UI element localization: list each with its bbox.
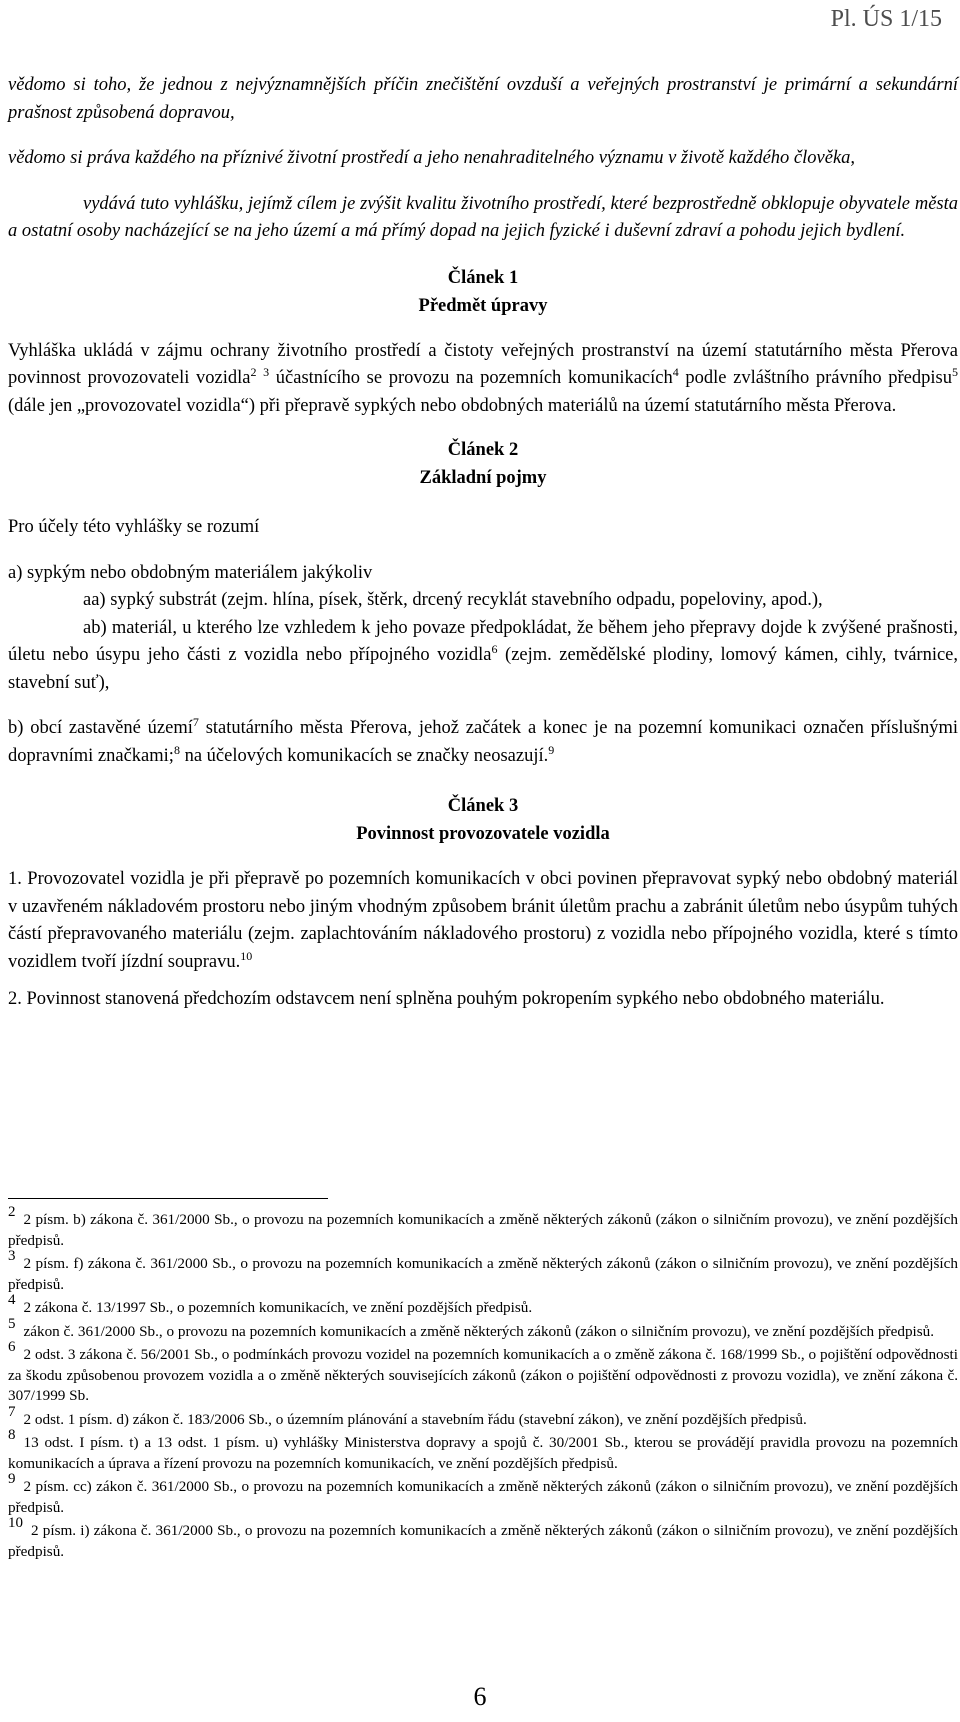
- article-3-paragraph-2: 2. Povinnost stanovená předchozím odstavcem není splněna pouhým pokropením sypkého nebo obdobného materiálu.: [8, 989, 885, 1009]
- article-2-lead: Pro účely této vyhlášky se rozumí: [8, 517, 260, 537]
- article-2-heading: [8, 436, 958, 492]
- article-1-title: Článek 1: [447, 267, 519, 288]
- footnote: 9 2 písm. cc) zákon č. 361/2000 Sb., o provozu na pozemních komunikacích a změně některých zákonů (zákon o silničním provozu), ve znění pozdějších předpisů.: [8, 1471, 958, 1516]
- footnote-ref-2: 2: [250, 365, 257, 379]
- footnotes: [8, 1204, 958, 1565]
- footnote: 3 2 písm. f) zákona č. 361/2000 Sb., o provozu na pozemních komunikacích a změně některých zákonů (zákon o silničním provozu), ve znění pozdějších předpisů.: [8, 1248, 958, 1293]
- footnote: 2 2 písm. b) zákona č. 361/2000 Sb., o provozu na pozemních komunikacích a změně některých zákonů (zákon o silničním provozu), ve znění pozdějších předpisů.: [8, 1204, 958, 1249]
- footnote-ref-3: 3: [263, 365, 270, 379]
- article-2-item-ab: ab) materiál, u kterého lze vzhledem k jeho povaze předpokládat, že během jeho přepravy dojde k zvýšené prašnosti, úletu nebo úsypu jeho části z vozidla nebo přípojného vozidla$^6$ (zejm. zemědělské plodiny, lomový kámen, cihly, tvárnice, stavební suť),: [8, 617, 959, 693]
- article-3-heading: [8, 792, 958, 848]
- page-number: 6: [473, 1682, 487, 1711]
- footnote: 5 zákon č. 361/2000 Sb., o provozu na pozemních komunikacích a změně některých zákonů (zákon o silničním provozu), ve znění pozdějších předpisů.: [8, 1315, 935, 1340]
- article-2-title: Článek 2: [447, 440, 519, 460]
- footnote-ref-7: 7: [192, 715, 199, 729]
- article-2-item-aa: aa) sypký substrát (zejm. hlína, písek, štěrk, drcený recyklát stavebního odpadu, popeloviny, apod.),: [83, 590, 823, 610]
- intro-paragraph-2: vědomo si práva každého na příznivé životní prostředí a jeho nenahraditelného významu v životě každého člověka,: [8, 148, 856, 168]
- footnote-ref-9: 9: [548, 742, 555, 757]
- article-3-title: Článek 3: [447, 796, 519, 816]
- footnote: 4 2 zákona č. 13/1997 Sb., o pozemních komunikacích, ve znění pozdějších předpisů.: [8, 1292, 533, 1316]
- intro-paragraph-3: vydává tuto vyhlášku, jejímž cílem je zvýšit kvalitu životního prostředí, které bezprostředně obklopuje obyvatele města a ostatní osoby nacházející se na jeho území a má přímý dopad na jejich fyzické i duševní zdraví a pohodu jejich bydlení.: [8, 193, 958, 241]
- footnote-separator: [8, 1198, 328, 1199]
- footnote: 7 2 odst. 1 písm. d) zákon č. 183/2006 Sb., o územním plánování a stavebním řádu (stavební zákon), ve znění pozdějších předpisů.: [8, 1403, 807, 1428]
- footnote-ref-5: 5: [951, 365, 958, 379]
- intro-paragraph-1: vědomo si toho, že jednou z nejvýznamnějších příčin znečištění ovzduší a veřejných prostranství je primární a sekundární prašnost způsobená dopravou,: [8, 75, 958, 123]
- footnote: 10 2 písm. i) zákona č. 361/2000 Sb., o provozu na pozemních komunikacích a změně některých zákonů (zákon o silničním provozu), ve znění pozdějších předpisů.: [8, 1515, 958, 1560]
- footnote-ref-6: 6: [491, 642, 498, 656]
- footnote-ref-8: 8: [173, 742, 180, 757]
- footnote: 6 2 odst. 3 zákona č. 56/2001 Sb., o podmínkách provozu vozidel na pozemních komunikacích a o změně zákona č. 168/1999 Sb., o pojištění odpovědnosti za škodu způsobenou provozem vozidla a o změně některých souvisejících zákonů (zákon o pojištění odpovědnosti z provozu vozidla), ve znění zákona č. 307/1999 Sb.: [8, 1339, 958, 1404]
- article-2-item-b: b) obcí zastavěné území$^7$ statutárního města Přerova, jehož začátek a konec je na pozemní komunikaci označen příslušnými dopravními značkami;$^8$ na účelových komunikacích se značky neosazují.$^9$: [8, 715, 959, 766]
- document-body: [8, 72, 958, 1014]
- article-2-subtitle: Základní pojmy: [419, 468, 547, 488]
- article-2-item-a: a) sypkým nebo obdobným materiálem jakýkoliv: [8, 562, 373, 583]
- article-3-paragraph-1: 1. Provozovatel vozidla je při přepravě po pozemních komunikacích v obci povinen přepravovat sypký nebo obdobný materiál v uzavřeném nákladovém prostoru nebo jiným vhodným způsobem bránit úletům prachu a zabránit úletům nebo úsypům tuhých částí přepravovaného materiálu (zejm. zaplachtováním nákladového prostoru) z vozidla nebo přípojného vozidla, které s tímto vozidlem tvoří jízdní soupravu.$^{10}$: [8, 869, 958, 972]
- page-header: Pl. ÚS 1/15: [830, 6, 942, 32]
- footnote: 8 13 odst. I písm. t) a 13 odst. 1 písm. u) vyhlášky Ministerstva dopravy a spojů č. 30/2001 Sb., kterou se provádějí pravidla provozu na pozemních komunikacích a úprava a řízení provozu na pozemních komunikacích, ve znění pozdějších předpisů.: [8, 1427, 958, 1472]
- article-3-subtitle: Povinnost provozovatele vozidla: [356, 824, 610, 844]
- footnote-ref-4: 4: [672, 365, 679, 379]
- article-1-heading: [8, 264, 958, 320]
- article-1-text: Vyhláška ukládá v zájmu ochrany životního prostředí a čistoty veřejných prostranství na území statutárního města Přerova povinnost provozovateli vozidla$^2$ $^3$ účastnícího se provozu na pozemních komunikacích$^4$ podle zvláštního právního předpisu$^5$ (dále jen „provozovatel vozidla“) při přepravě sypkých nebo obdobných materiálů na území statutárního města Přerova.: [8, 340, 958, 416]
- article-1-subtitle: Předmět úpravy: [418, 295, 548, 316]
- footnote-ref-10: 10: [240, 948, 253, 963]
